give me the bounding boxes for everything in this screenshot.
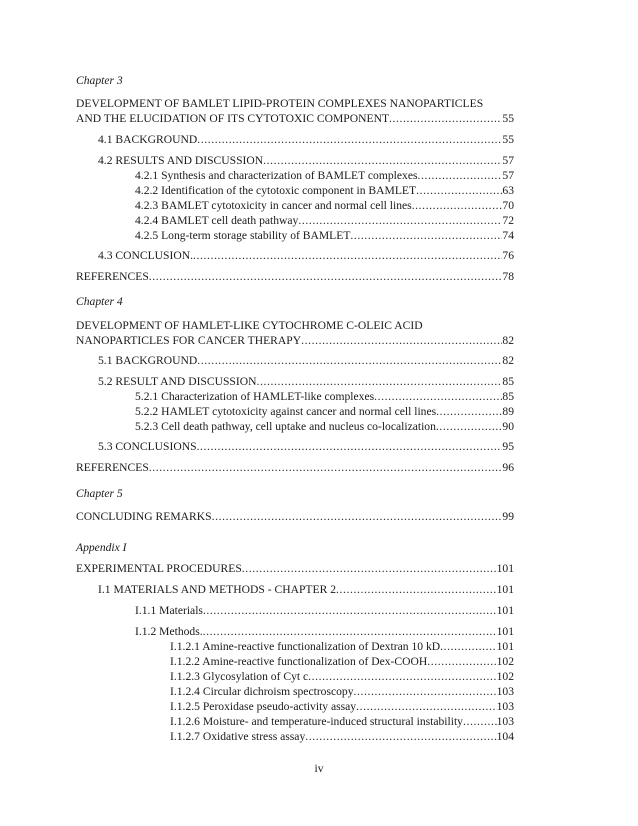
- toc-entry-text: 4.1 BACKGROUND: [98, 133, 198, 146]
- toc-entry-text: I.1 MATERIALS AND METHODS - CHAPTER 2: [98, 583, 336, 596]
- toc-entry-page: 55: [502, 133, 514, 146]
- toc-entry-text: 5.1 BACKGROUND: [98, 354, 198, 367]
- toc-entry-text: 5.3 CONCLUSIONS: [98, 440, 197, 453]
- toc-entry-text: 4.2.2 Identification of the cytotoxic component in BAMLET: [135, 184, 417, 197]
- dot-leader: [197, 439, 503, 454]
- toc-entry-text: I.1.2.6 Moisture- and temperature-induced structural instability: [170, 715, 463, 728]
- dot-leader: [212, 509, 503, 524]
- toc-entry-page: 102: [496, 670, 514, 683]
- dot-leader: [463, 714, 497, 729]
- toc-entry-page: 70: [502, 199, 514, 212]
- toc-entry-4-2-2[interactable]: [135, 183, 514, 198]
- toc-entry-chapter-5-title[interactable]: [76, 509, 514, 524]
- toc-entry-page: 101: [496, 604, 514, 617]
- toc-entry-page: 101: [496, 562, 514, 575]
- chapter-3-label: Chapter 3: [76, 74, 123, 87]
- dot-leader: [412, 198, 503, 213]
- dot-leader: [197, 353, 502, 368]
- toc-entry-5-2-2[interactable]: [135, 404, 514, 419]
- toc-entry-text: 4.3 CONCLUSION.: [98, 249, 194, 262]
- toc-entry-page: 103: [496, 700, 514, 713]
- toc-entry-page: 63: [502, 184, 514, 197]
- toc-entry-text: 4.2.5 Long-term storage stability of BAMLET: [135, 229, 351, 242]
- toc-entry-text: AND THE ELUCIDATION OF ITS CYTOTOXIC COMPONENT: [76, 112, 390, 125]
- toc-entry-page: 99: [502, 510, 514, 523]
- toc-entry-page: 85: [502, 375, 514, 388]
- toc-entry-text: 4.2.3 BAMLET cytotoxicity in cancer and normal cell lines: [135, 199, 412, 212]
- toc-entry-text: REFERENCES: [76, 461, 149, 474]
- dot-leader: [197, 132, 502, 147]
- toc-entry-text: 4.2.4 BAMLET cell death pathway: [135, 214, 299, 227]
- chapter-4-label: Chapter 4: [76, 295, 123, 308]
- toc-entry-5-2-3[interactable]: [135, 419, 514, 434]
- appendix-label: Appendix I: [76, 541, 127, 554]
- toc-entry-page: 101: [496, 625, 514, 638]
- toc-entry-4-2[interactable]: [98, 153, 514, 168]
- toc-entry-4-3[interactable]: [98, 248, 514, 263]
- toc-entry-page: 82: [502, 354, 514, 367]
- dot-leader: [193, 248, 502, 263]
- dot-leader: [308, 669, 496, 684]
- toc-entry-page: 57: [502, 154, 514, 167]
- toc-entry-5-2-1[interactable]: [135, 389, 514, 404]
- toc-entry-text: I.1.2.4 Circular dichroism spectroscopy: [170, 685, 354, 698]
- dot-leader: [336, 582, 497, 597]
- toc-entry-text: CONCLUDING REMARKS: [76, 510, 212, 523]
- toc-entry-chapter-3-references[interactable]: [76, 269, 514, 284]
- toc-entry-page: 102: [496, 655, 514, 668]
- toc-entry-text: I.1.2.2 Amine-reactive functionalization of Dex-COOH: [170, 655, 428, 668]
- toc-entry-text: NANOPARTICLES FOR CANCER THERAPY: [76, 334, 302, 347]
- toc-entry-i-1-2-4[interactable]: [170, 684, 514, 699]
- dot-leader: [263, 153, 502, 168]
- toc-entry-i-1-2-3[interactable]: [170, 669, 514, 684]
- toc-entry-page: 76: [502, 249, 514, 262]
- toc-entry-text: I.1.2.3 Glycosylation of Cyt c: [170, 670, 309, 683]
- toc-entry-text: EXPERIMENTAL PROCEDURES: [76, 562, 242, 575]
- dot-leader: [416, 183, 502, 198]
- dot-leader: [354, 684, 497, 699]
- toc-entry-4-2-4[interactable]: [135, 213, 514, 228]
- dot-leader: [350, 228, 502, 243]
- toc-entry-text: I.1.2.7 Oxidative stress assay: [170, 730, 306, 743]
- toc-entry-chapter-3-title[interactable]: [76, 111, 514, 126]
- dot-leader: [356, 699, 497, 714]
- dot-leader: [149, 269, 503, 284]
- toc-entry-i-1-2-5[interactable]: [170, 699, 514, 714]
- toc-entry-page: 82: [502, 334, 514, 347]
- toc-entry-4-2-1[interactable]: [135, 168, 514, 183]
- dot-leader: [427, 654, 496, 669]
- page-number: iv: [314, 762, 324, 775]
- toc-entry-text: 5.2.3 Cell death pathway, cell uptake and nucleus co-localization: [135, 420, 436, 433]
- dot-leader: [305, 729, 496, 744]
- toc-entry-5-1[interactable]: [98, 353, 514, 368]
- dot-leader: [440, 639, 497, 654]
- toc-entry-text: 4.2.1 Synthesis and characterization of BAMLET complexes: [135, 169, 418, 182]
- toc-entry-5-3[interactable]: [98, 439, 514, 454]
- toc-entry-page: 89: [502, 405, 514, 418]
- toc-entry-chapter-4-title[interactable]: [76, 333, 514, 348]
- toc-entry-appendix-title[interactable]: [76, 561, 514, 576]
- dot-leader: [256, 374, 502, 389]
- toc-entry-i-1-1[interactable]: [135, 603, 514, 618]
- toc-entry-i-1-2-7[interactable]: [170, 729, 514, 744]
- toc-entry-page: 96: [502, 461, 514, 474]
- toc-entry-text: 5.2 RESULT AND DISCUSSION: [98, 375, 257, 388]
- chapter-5-label: Chapter 5: [76, 487, 123, 500]
- dot-leader: [417, 168, 502, 183]
- toc-entry-text: REFERENCES: [76, 270, 149, 283]
- toc-entry-page: 85: [502, 390, 514, 403]
- toc-entry-page: 74: [502, 229, 514, 242]
- toc-entry-page: 104: [496, 730, 514, 743]
- toc-entry-text: 4.2 RESULTS AND DISCUSSION: [98, 154, 264, 167]
- dot-leader: [203, 603, 497, 618]
- toc-entry-i-1-2[interactable]: [135, 624, 514, 639]
- chapter-4-title-line-1: DEVELOPMENT OF HAMLET-LIKE CYTOCHROME C-OLEIC ACID: [76, 319, 423, 332]
- dot-leader: [374, 389, 502, 404]
- toc-entry-text: 5.2.1 Characterization of HAMLET-like complexes: [135, 390, 375, 403]
- toc-entry-page: 90: [502, 420, 514, 433]
- toc-entry-page: 103: [496, 715, 514, 728]
- dot-leader: [301, 333, 502, 348]
- toc-entry-page: 55: [502, 112, 514, 125]
- toc-entry-page: 57: [502, 169, 514, 182]
- toc-entry-i-1[interactable]: [98, 582, 514, 597]
- chapter-3-title-line-1: DEVELOPMENT OF BAMLET LIPID-PROTEIN COMPLEXES NANOPARTICLES: [76, 97, 484, 110]
- toc-entry-page: 78: [502, 270, 514, 283]
- dot-leader: [389, 111, 502, 126]
- dot-leader: [242, 561, 497, 576]
- toc-entry-4-2-3[interactable]: [135, 198, 514, 213]
- toc-entry-text: I.1.2.5 Peroxidase pseudo-activity assay: [170, 700, 357, 713]
- toc-entry-i-1-2-1[interactable]: [170, 639, 514, 654]
- toc-entry-page: 95: [502, 440, 514, 453]
- toc-entry-page: 72: [502, 214, 514, 227]
- toc-entry-4-2-5[interactable]: [135, 228, 514, 243]
- toc-entry-chapter-4-references[interactable]: [76, 460, 514, 475]
- toc-entry-text: 5.2.2 HAMLET cytotoxicity against cancer and normal cell lines: [135, 405, 437, 418]
- toc-entry-page: 101: [496, 583, 514, 596]
- toc-entry-page: 103: [496, 685, 514, 698]
- dot-leader: [203, 624, 497, 639]
- toc-entry-text: I.1.2.1 Amine-reactive functionalization of Dextran 10 kD: [170, 640, 441, 653]
- dot-leader: [149, 460, 503, 475]
- dot-leader: [298, 213, 502, 228]
- toc-entry-text: I.1.1 Materials: [135, 604, 203, 617]
- toc-entry-text: I.1.2 Methods.: [135, 625, 203, 638]
- toc-entry-i-1-2-2[interactable]: [170, 654, 514, 669]
- toc-entry-5-2[interactable]: [98, 374, 514, 389]
- dot-leader: [436, 404, 502, 419]
- dot-leader: [436, 419, 503, 434]
- toc-entry-i-1-2-6[interactable]: [170, 714, 514, 729]
- toc-entry-4-1[interactable]: [98, 132, 514, 147]
- toc-entry-page: 101: [496, 640, 514, 653]
